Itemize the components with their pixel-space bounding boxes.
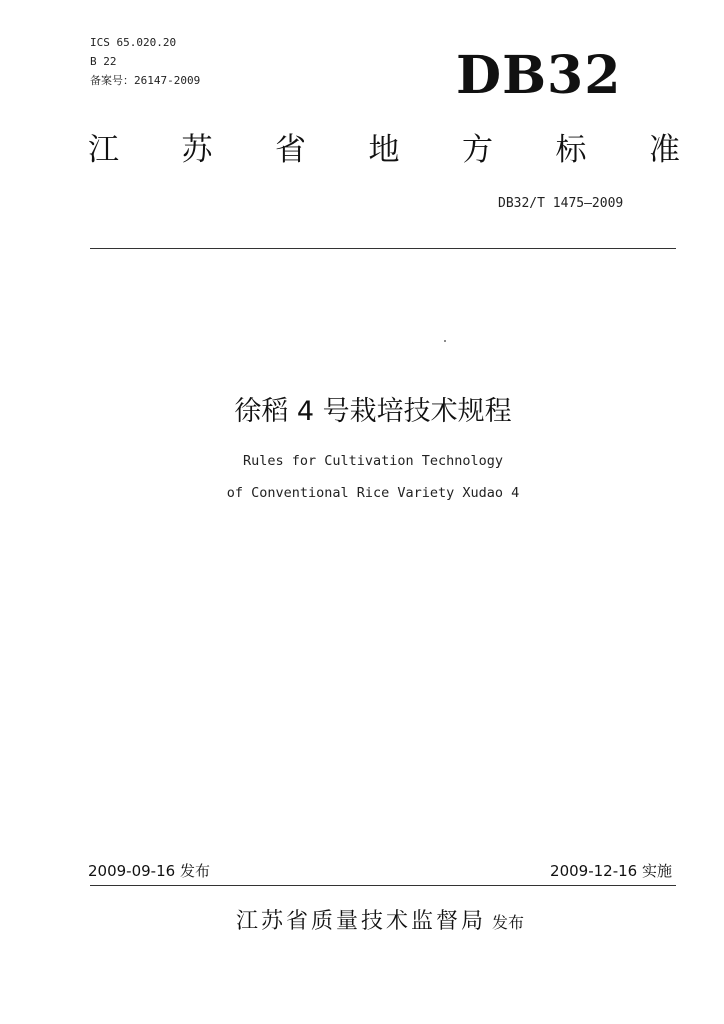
document-title-en-line1: Rules for Cultivation Technology [242, 453, 504, 469]
document-title-cn: 徐稻 4 号栽培技术规程 [234, 396, 512, 427]
standard-type-char: 准 [649, 132, 680, 168]
implementation-date: 2009-12-16 实施 [550, 862, 672, 880]
issue-date: 2009-09-16 发布 [88, 862, 210, 880]
issuer-suffix: 发布 [492, 913, 525, 932]
standard-type-char: 地 [368, 132, 400, 168]
issuing-authority [0, 904, 724, 935]
standard-type-char: 省 [275, 132, 306, 168]
db32-logo: DB32 [456, 45, 622, 106]
standard-type-char: 标 [555, 132, 587, 168]
ccs-code: B 22 [90, 55, 117, 68]
standard-type-char: 苏 [181, 132, 213, 168]
filing-number: 备案号：26147-2009 [90, 74, 201, 87]
header-divider [90, 248, 676, 249]
standard-number: DB32/T 1475—2009 [498, 196, 624, 211]
scan-speck [444, 340, 446, 342]
standard-type-char: 江 [88, 132, 119, 168]
standard-type-heading [88, 128, 680, 172]
standard-type-char: 方 [462, 132, 493, 168]
issuer-org: 江苏省质量技术监督局 [235, 909, 486, 934]
footer-divider [90, 885, 676, 886]
document-title-en-line2: of Conventional Rice Variety Xudao 4 [226, 485, 520, 501]
ics-code: ICS 65.020.20 [90, 36, 177, 49]
classification-block [90, 33, 200, 90]
